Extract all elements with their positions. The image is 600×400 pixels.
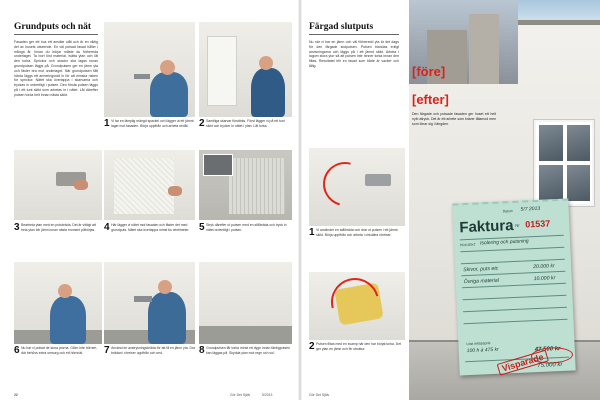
step-5-photo bbox=[199, 150, 292, 220]
right-heading-rule bbox=[309, 34, 399, 35]
worker-figure-7 bbox=[148, 292, 186, 344]
mesh-sheet-icon bbox=[114, 158, 174, 214]
invoice-title: Faktura bbox=[458, 216, 514, 237]
inset-photo-icon bbox=[203, 154, 233, 176]
right-heading: Färgad slutputs bbox=[309, 22, 374, 32]
before-tag: [före] bbox=[412, 64, 446, 79]
step-3-text: Bearbeta ytan med en putsbräda. Det är viktigt att hela ytan blir jämn innan nästa moment påbörjas. bbox=[21, 223, 96, 232]
step-4-photo bbox=[104, 150, 195, 220]
step-8-caption bbox=[199, 346, 292, 386]
invoice-number-label: Nr bbox=[515, 222, 520, 228]
step-4-text: Här lägger vi nätet mot fasaden och fäster det med grundputs. Nätet ska överlappa minst tio centimeter. bbox=[111, 223, 190, 232]
step-3-photo bbox=[14, 150, 102, 220]
invoice-item-1-amount: 20.000 kr bbox=[533, 263, 555, 271]
trowel-icon bbox=[134, 74, 150, 79]
float-icon bbox=[134, 296, 152, 302]
left-page-number: 22 bbox=[14, 393, 18, 397]
step-7-number: 7 bbox=[104, 346, 110, 356]
worker-figure bbox=[150, 72, 188, 117]
mesh-roll-icon bbox=[207, 36, 237, 106]
steel-trowel-icon bbox=[365, 174, 391, 186]
worker-figure-2 bbox=[251, 68, 285, 117]
left-footer-magazine: Gör Det Själv bbox=[230, 393, 251, 397]
left-heading-rule bbox=[14, 34, 98, 35]
right-step-1-caption bbox=[309, 228, 405, 270]
step-1-photo bbox=[104, 22, 195, 117]
worker-head-6 bbox=[58, 284, 72, 298]
step-7-caption bbox=[104, 346, 195, 386]
step-1-number: 1 bbox=[104, 119, 110, 129]
worker-figure-6 bbox=[50, 296, 86, 344]
invoice-number: 01537 bbox=[525, 218, 551, 230]
after-tag: [efter] bbox=[412, 92, 449, 107]
worker-head-7 bbox=[158, 280, 172, 294]
invoice-date: 5/7 2013 bbox=[520, 205, 541, 213]
invoice-labor: 100 h á 475 kr bbox=[466, 346, 499, 355]
hand-icon-2 bbox=[168, 186, 182, 196]
step-1-caption bbox=[104, 119, 195, 149]
right-step-1-number: 1 bbox=[309, 228, 315, 238]
left-heading: Grundputs och nät bbox=[14, 22, 92, 32]
step-6-text: Nu har vi putsat de stora ytorna. Glöm inte hörnen, där behövs extra omsorg och ett hörnnät. bbox=[21, 346, 98, 355]
worker-head bbox=[160, 60, 175, 75]
step-6-photo bbox=[14, 262, 102, 344]
step-7-photo bbox=[104, 262, 195, 344]
spread-gutter bbox=[298, 0, 302, 400]
after-side-text: Den färgade och putsade fasaden ger huset ett helt nytt uttryck. Det är ett arbete som kräver tålamod men som lönar sig i längden. bbox=[412, 112, 496, 126]
step-8-text: Grundputsen får torka minst ett dygn innan färdigputsen kan läggas på. Skydda ytan mot regn och sol. bbox=[206, 346, 290, 355]
step-5-text: Stryk därefter ut putsen med en stålbräda och tryck in nätet ordentligt i putsen. bbox=[206, 223, 287, 232]
step-2-caption bbox=[199, 119, 292, 149]
right-step-1-text: Vi använder en stålbräda och drar ut putsen i ett jämnt skikt. Börja uppifrån och arbeta i cirkulära rörelser. bbox=[316, 228, 398, 237]
left-intro-text: Fasaden ger ett hus ett ansikte utåt och är en viktig del av husets utseende. En väl putsad fasad håller i många år. Innan du börjar måste du förbereda underlaget. Ta bort löst material, tvätta ytan och låt den torka. Sprickor och skador ska lagas innan grundputsen läggs på. Grundputsen ger en jämn yta och fäster bra mot underlaget. När grundputsen fått härda läggs ett armeringsnät in för att minska risken för sprickor. Nätet ska överlappa i skarvarna och tryckas in ordentligt i putsen. Den första putsen läggs på i ett tunt skikt som arbetas in i nätet. Låt därefter putsen torka helt innan nästa skikt. bbox=[14, 40, 98, 97]
step-5-number: 5 bbox=[199, 223, 205, 233]
right-step-1-photo bbox=[309, 148, 405, 226]
invoice-project-label: PROJEKT bbox=[460, 242, 476, 248]
worker-head-2 bbox=[259, 56, 273, 70]
right-step-2-photo bbox=[309, 272, 405, 340]
step-6-number: 6 bbox=[14, 346, 20, 356]
invoice-project: Isolering och putsning bbox=[479, 238, 529, 247]
step-3-number: 3 bbox=[14, 223, 20, 233]
right-step-2-number: 2 bbox=[309, 342, 315, 352]
step-6-caption bbox=[14, 346, 102, 386]
savings-stamp: Visparade bbox=[497, 350, 549, 376]
step-3-caption bbox=[14, 223, 102, 257]
step-5-caption bbox=[199, 223, 292, 257]
step-2-photo bbox=[199, 22, 292, 117]
invoice-date-label: Datum bbox=[502, 208, 513, 214]
invoice-item-2-amount: 10.000 kr bbox=[533, 275, 556, 283]
right-step-2-caption bbox=[309, 342, 405, 386]
invoice-item-1: Skivor, puts etc bbox=[463, 265, 499, 274]
left-footer-issue: 5/2013 bbox=[262, 393, 273, 397]
step-2-number: 2 bbox=[199, 119, 205, 129]
mesh-panel-icon bbox=[229, 158, 285, 214]
right-footer-magazine: Gör Det Själv bbox=[309, 393, 330, 397]
invoice-card bbox=[452, 199, 575, 376]
right-intro-text: Nu när vi har en jämn och väl förberedd yta är det dags för den färgade slutputsen. Putsen blandas enligt anvisningarna och läggs på i ett jämnt skikt. Arbeta i lagom stora ytor så att putsen inte hinner torka innan den filtas. Resultatet blir en fasad som både är vacker och tålig. bbox=[309, 40, 399, 68]
invoice-total: 75.000 kr bbox=[537, 361, 563, 370]
step-4-caption bbox=[104, 223, 195, 257]
invoice-item-2: Övriga material bbox=[463, 277, 500, 286]
step-8-number: 8 bbox=[199, 346, 205, 356]
invoice-labor-label: Löst inköpspris bbox=[466, 341, 491, 347]
step-7-text: Använd en avstrykningsbräda för att få en jämn yta. Dra brädan i rörelser uppifrån och ned. bbox=[111, 346, 195, 355]
hand-icon bbox=[74, 180, 88, 190]
step-1-text: Vi tar en lämplig mängd spackel och lägger ut ett jämnt lager mot fasaden. Börja uppifrån och arbeta nedåt. bbox=[111, 119, 194, 128]
invoice-labor-amount: 47.500 kr bbox=[534, 346, 561, 354]
facade-window bbox=[534, 120, 594, 206]
step-2-text: Samtliga skarvar förstärks. Först lägger vi på ett tunt skikt och trycker in nätet i ytan. Låt torka. bbox=[206, 119, 285, 128]
right-step-2-text: Putsen filtas med en svamp när den har börjat torka. Det ger ytan en jämn och fin struktur. bbox=[316, 342, 402, 351]
step-8-photo bbox=[199, 262, 292, 344]
step-4-number: 4 bbox=[104, 223, 110, 233]
